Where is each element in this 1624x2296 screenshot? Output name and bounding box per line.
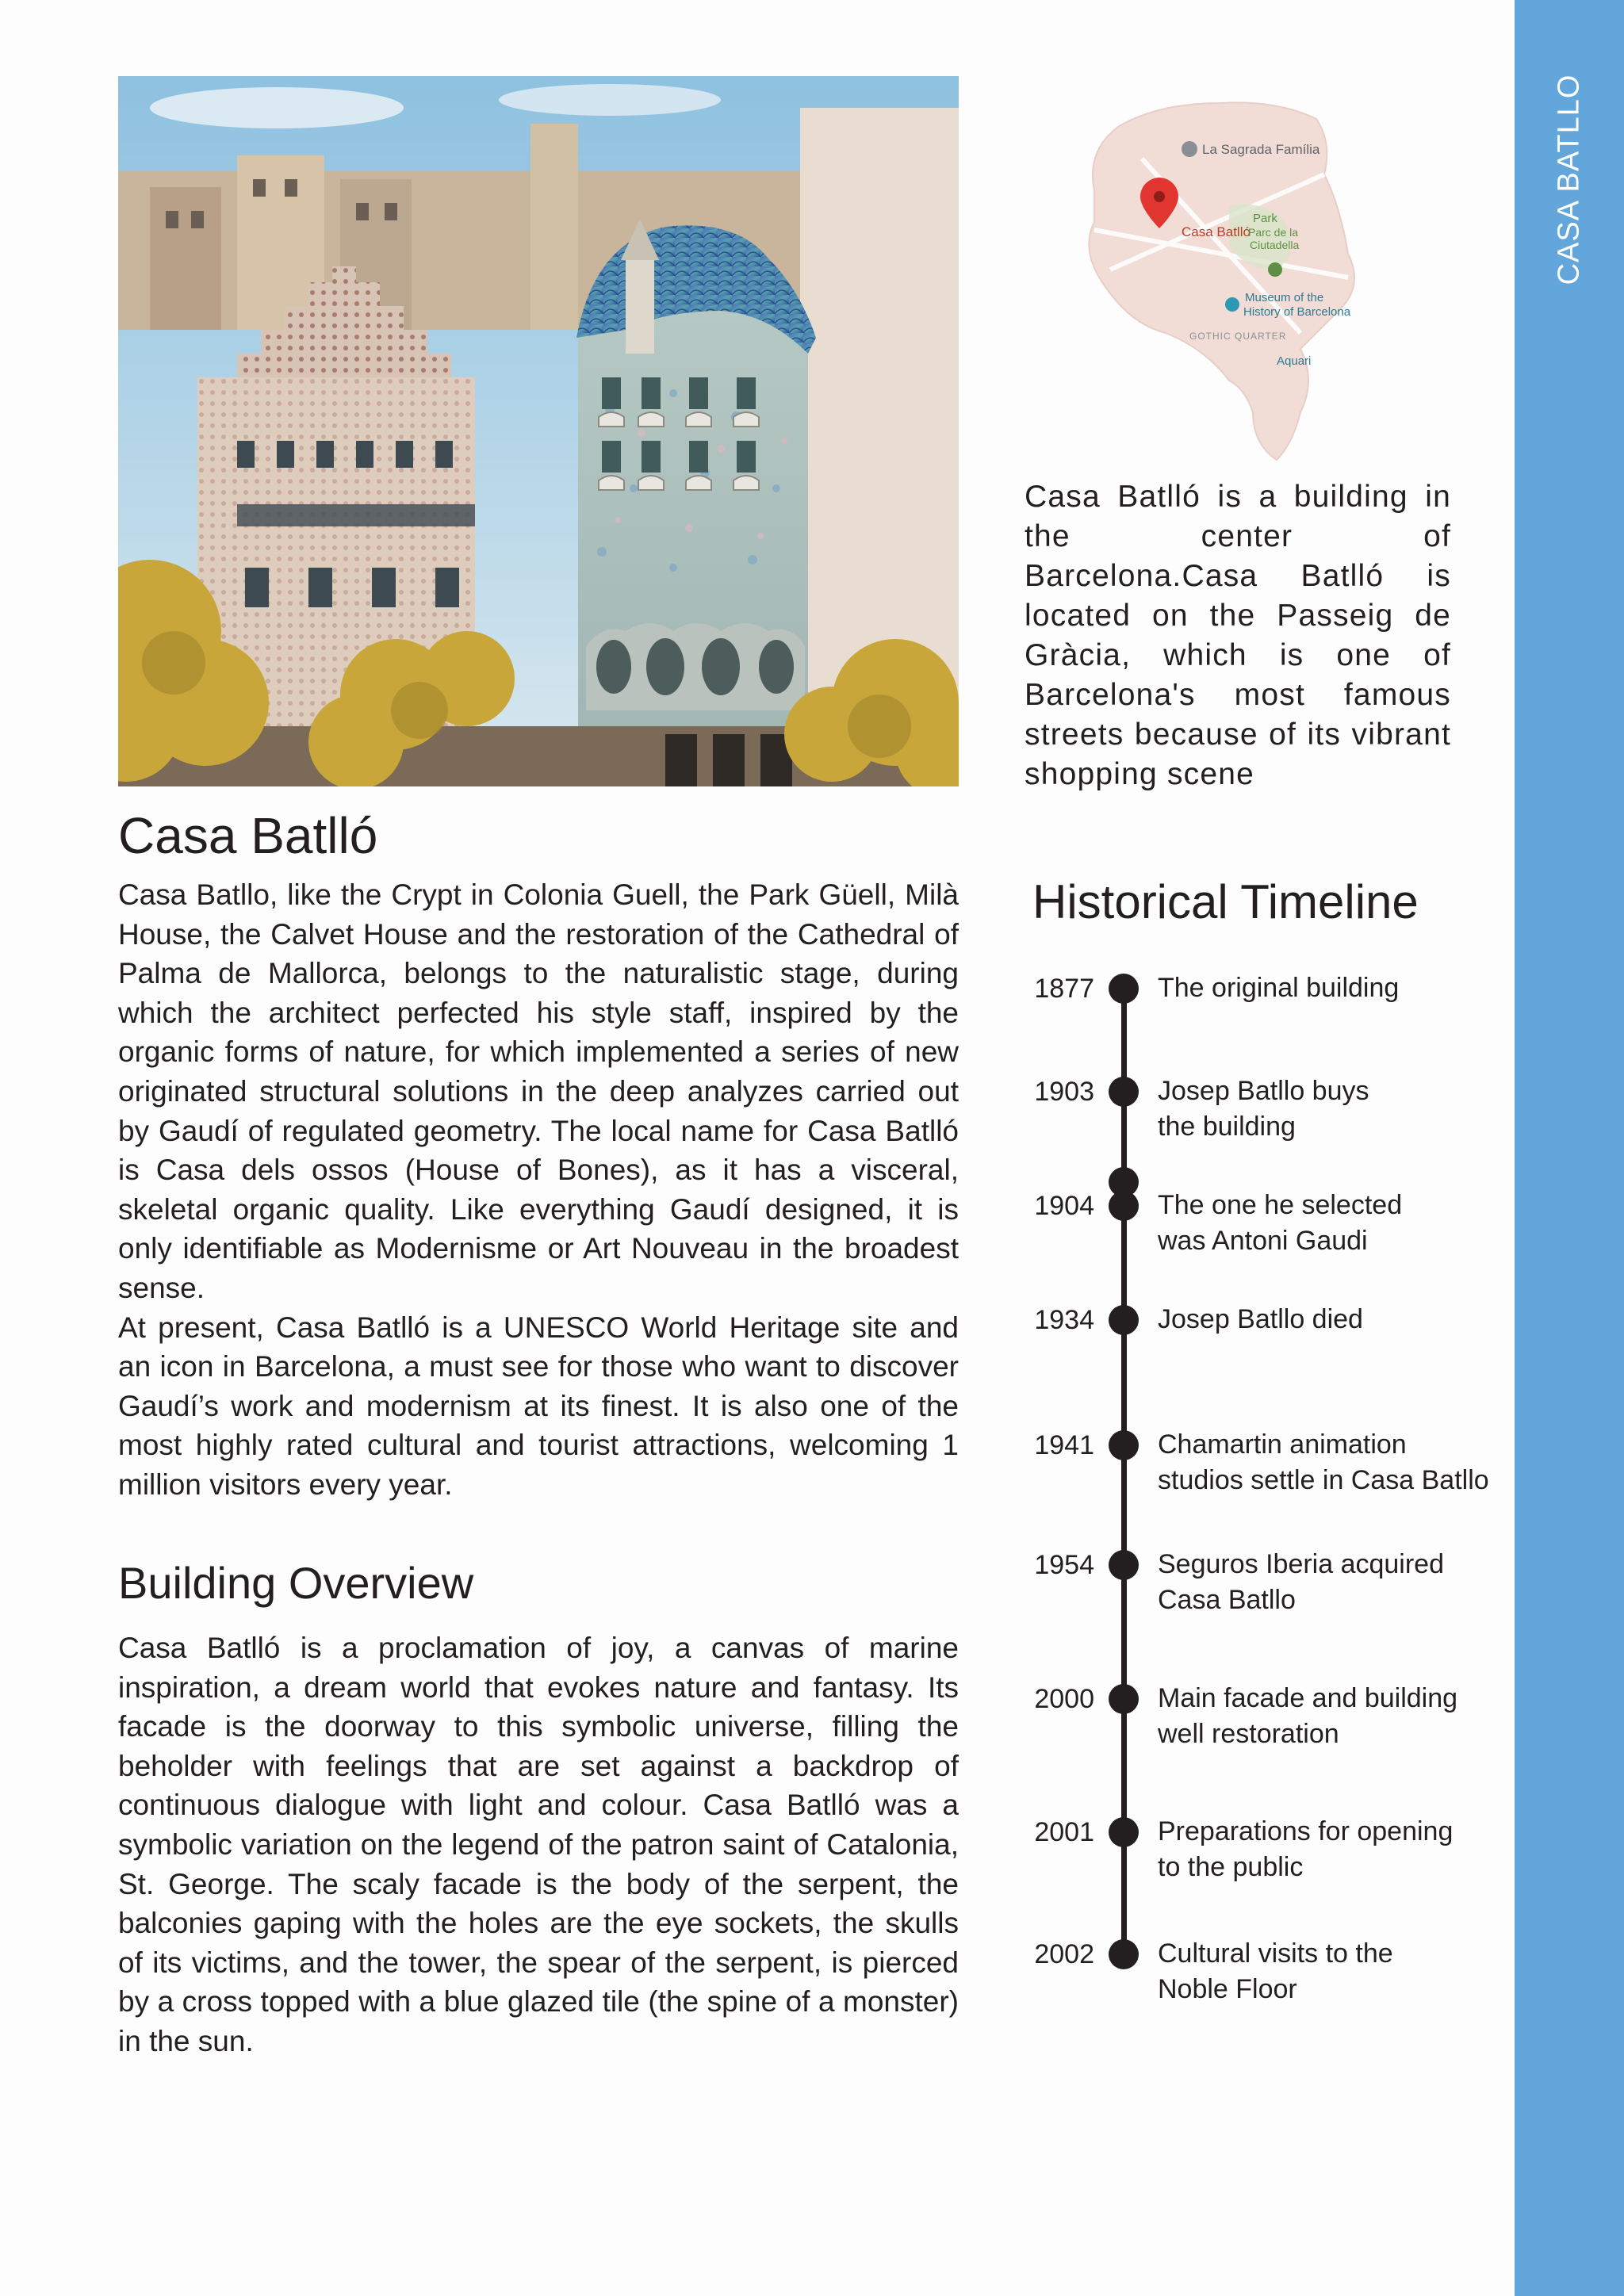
timeline-event [1158,1302,1507,1337]
intro-paragraph-2: At present, Casa Batlló is a UNESCO World Heritage site and an icon in Barcelona, a must see for those who want to discover Gaudí’s work and modernism at its finest. It is also one of the most highly rated cultural and tourist attractions, welcoming 1 million visitors every year. [118,1311,959,1501]
timeline-dot [1109,1077,1139,1107]
map-label-casa: Casa Batlló [1182,224,1251,239]
timeline-event-line-1: Josep Batllo died [1158,1304,1363,1334]
overview-paragraph: Casa Batlló is a proclamation of joy, a canvas of marine inspiration, a dream world that evokes nature and fantasy. Its facade is the doorway to this symbolic universe, filling the beholder with feelings that are set against a backdrop of continuous dialogue with light and colour. Casa Batlló was a symbolic variation on the legend of the patron saint of Catalonia, St. George. The scaly facade is the body of the serpent, the balconies gaping with the holes are the eye sockets, the skulls of its victims, and the tower, the spear of the serpent, is pierced by a cross topped with a blue glazed tile (the spine of a monster) in the sun. [118,1632,959,2057]
timeline-event [1158,1073,1507,1145]
timeline-event-line-1: Seguros Iberia acquired [1158,1549,1445,1579]
timeline-event-line-1: The original building [1158,973,1400,1003]
timeline-event [1158,1547,1507,1618]
svg-text:La Sagrada Família: La Sagrada Família [1202,142,1320,157]
side-accent-bar [1515,0,1624,2296]
timeline-dot [1109,1817,1139,1847]
timeline-event-line-2: Casa Batllo [1158,1585,1296,1615]
timeline-year: 1904 [1034,1191,1094,1221]
park-marker-icon [1268,262,1282,277]
location-map[interactable] [1063,95,1380,468]
timeline-year: 2002 [1034,1939,1094,1969]
overview-heading: Building Overview [118,1558,474,1608]
map-label-park-3: Ciutadella [1250,239,1300,251]
timeline-event [1158,1936,1507,2007]
map-label-park: Park [1253,212,1277,225]
timeline-event-line-2: Noble Floor [1158,1974,1297,2004]
timeline-event-line-1: Josep Batllo buys [1158,1076,1369,1106]
intro-text [118,875,959,1505]
timeline-event [1158,970,1507,1006]
timeline-event [1158,1814,1507,1885]
timeline-event [1158,1681,1507,1752]
timeline-year: 1903 [1034,1077,1094,1107]
timeline-dot [1109,1939,1139,1969]
map-label-aquari: Aquari [1277,354,1312,368]
timeline-dot [1109,1550,1139,1580]
overview-text [118,1628,959,2061]
timeline-dot [1109,1305,1139,1335]
map-label-museum-2: History of Barcelona [1243,305,1351,319]
hero-photo [118,76,959,786]
timeline-event-line-2: studios settle in Casa Batllo [1158,1465,1489,1495]
timeline-event [1158,1188,1507,1259]
timeline-event-line-2: well restoration [1158,1719,1339,1749]
timeline-year: 1954 [1034,1550,1094,1580]
timeline-event-line-1: The one he selected [1158,1190,1403,1220]
timeline-dot [1109,974,1139,1004]
timeline-event-line-2: was Antoni Gaudi [1158,1226,1368,1256]
page-title: Casa Batlló [118,807,378,864]
timeline-year: 1877 [1034,974,1094,1004]
map-label-museum: Museum of the [1245,291,1324,304]
timeline-event-line-1: Cultural visits to the [1158,1938,1393,1969]
timeline-event-line-1: Chamartin animation [1158,1429,1407,1460]
timeline-year: 2001 [1034,1817,1094,1847]
intro-paragraph-1: Casa Batllo, like the Crypt in Colonia Guell, the Park Güell, Milà House, the Calvet House and the restoration of the Cathedral of Palma de Mallorca, belongs to the naturalistic stage, during which the architect perfected his style staff, inspired by the organic forms of nature, for which implemented a series of new originated structural solutions in the deep analyzes carried out by Gaudí of regulated geometry. The local name for Casa Batlló is Casa dels ossos (House of Bones), as it has a visceral, skeletal organic quality. Like everything Gaudí designed, it is only identifiable as Modernisme or Art Nouveau in the broadest sense. [118,878,959,1304]
map-description: Casa Batlló is a building in the center of Barcelona.Casa Batlló is located on the Passeig de Gràcia, which is one of Barcelona's most famous streets because of its vibrant shopping scene [1025,480,1451,791]
side-label [1515,74,1624,285]
timeline-event-line-1: Preparations for opening [1158,1816,1454,1846]
timeline-event-line-2: the building [1158,1112,1296,1142]
timeline-line [1121,983,1127,1957]
side-label-text: CASA BATLLO [1552,74,1586,285]
map-graphic [1063,95,1380,468]
facade-illustration [118,76,959,786]
museum-marker-icon [1225,297,1239,312]
timeline-year: 1941 [1034,1430,1094,1460]
timeline-dot [1109,1430,1139,1460]
timeline-heading: Historical Timeline [1032,875,1419,928]
timeline-dot [1109,1684,1139,1714]
timeline-event-line-2: to the public [1158,1852,1304,1882]
timeline-event [1158,1427,1507,1498]
map-label-park-2: Parc de la [1248,226,1299,239]
timeline-event-line-1: Main facade and building [1158,1683,1458,1713]
timeline-year: 2000 [1034,1684,1094,1714]
map-label-gothic: GOTHIC QUARTER [1189,331,1287,342]
sagrada-marker [1182,141,1320,157]
timeline-dot [1109,1191,1139,1221]
timeline-year: 1934 [1034,1305,1094,1335]
